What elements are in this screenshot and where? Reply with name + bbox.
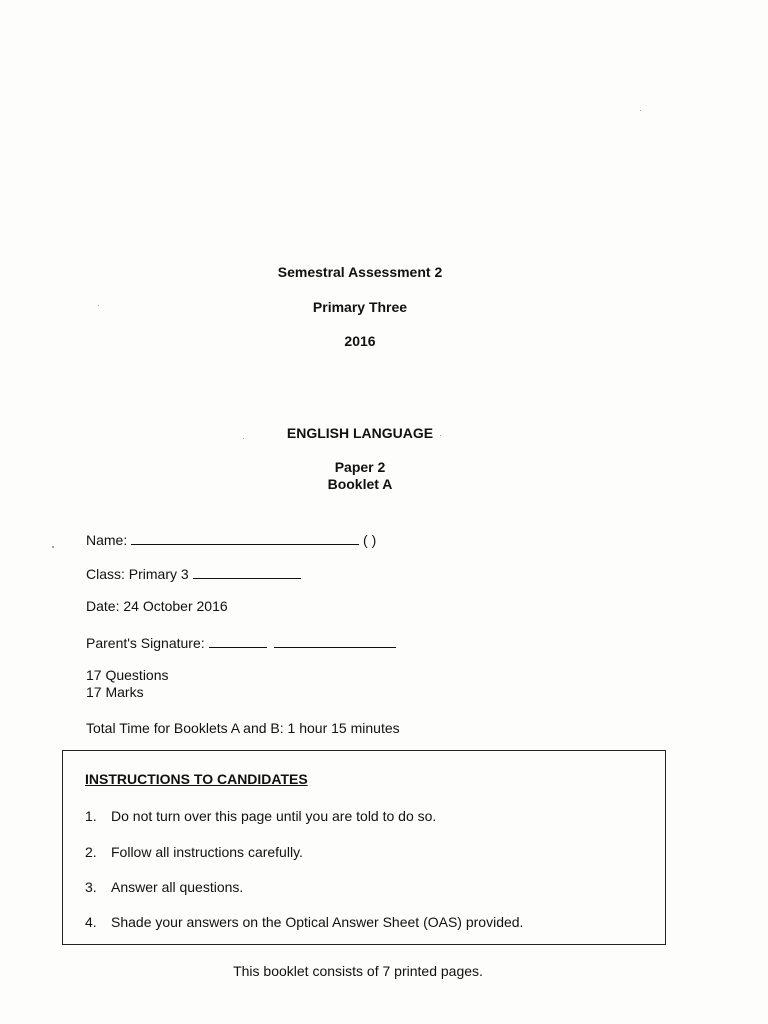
scan-speck (98, 305, 99, 306)
class-field (86, 564, 301, 582)
scan-speck (243, 438, 244, 439)
class-label: Class: Primary 3 (86, 566, 189, 582)
scan-speck (52, 546, 54, 548)
instruction-item: 2. Follow all instructions carefully. (85, 844, 303, 860)
subject-title: ENGLISH LANGUAGE (286, 425, 434, 441)
questions-count: 17 Questions (86, 667, 169, 683)
total-time: Total Time for Booklets A and B: 1 hour 15 minutes (86, 720, 400, 736)
class-line[interactable] (193, 564, 301, 579)
name-label: Name: (86, 532, 128, 548)
level-title: Primary Three (312, 299, 408, 315)
parent-signature-field (86, 633, 396, 651)
name-line[interactable] (131, 530, 359, 545)
instructions-title: INSTRUCTIONS TO CANDIDATES (85, 771, 308, 787)
name-field (86, 530, 376, 548)
instructions-box (62, 750, 666, 945)
booklet-title: Booklet A (327, 476, 393, 492)
scan-speck (440, 435, 441, 436)
year-title: 2016 (344, 333, 376, 349)
instruction-item: 4. Shade your answers on the Optical Answer Sheet (OAS) provided. (85, 914, 524, 930)
parent-signature-line-2[interactable] (274, 633, 396, 648)
scan-speck (640, 110, 641, 111)
instruction-item: 1. Do not turn over this page until you are told to do so. (85, 808, 437, 824)
date-field: Date: 24 October 2016 (86, 598, 228, 614)
page-count-footer: This booklet consists of 7 printed pages. (233, 963, 483, 979)
instruction-item: 3. Answer all questions. (85, 879, 244, 895)
parent-signature-line-1[interactable] (209, 633, 267, 648)
marks-count: 17 Marks (86, 684, 144, 700)
assessment-title: Semestral Assessment 2 (277, 264, 443, 280)
parent-signature-label: Parent's Signature: (86, 635, 205, 651)
name-bracket: ( ) (363, 532, 377, 548)
paper-title: Paper 2 (334, 459, 386, 475)
